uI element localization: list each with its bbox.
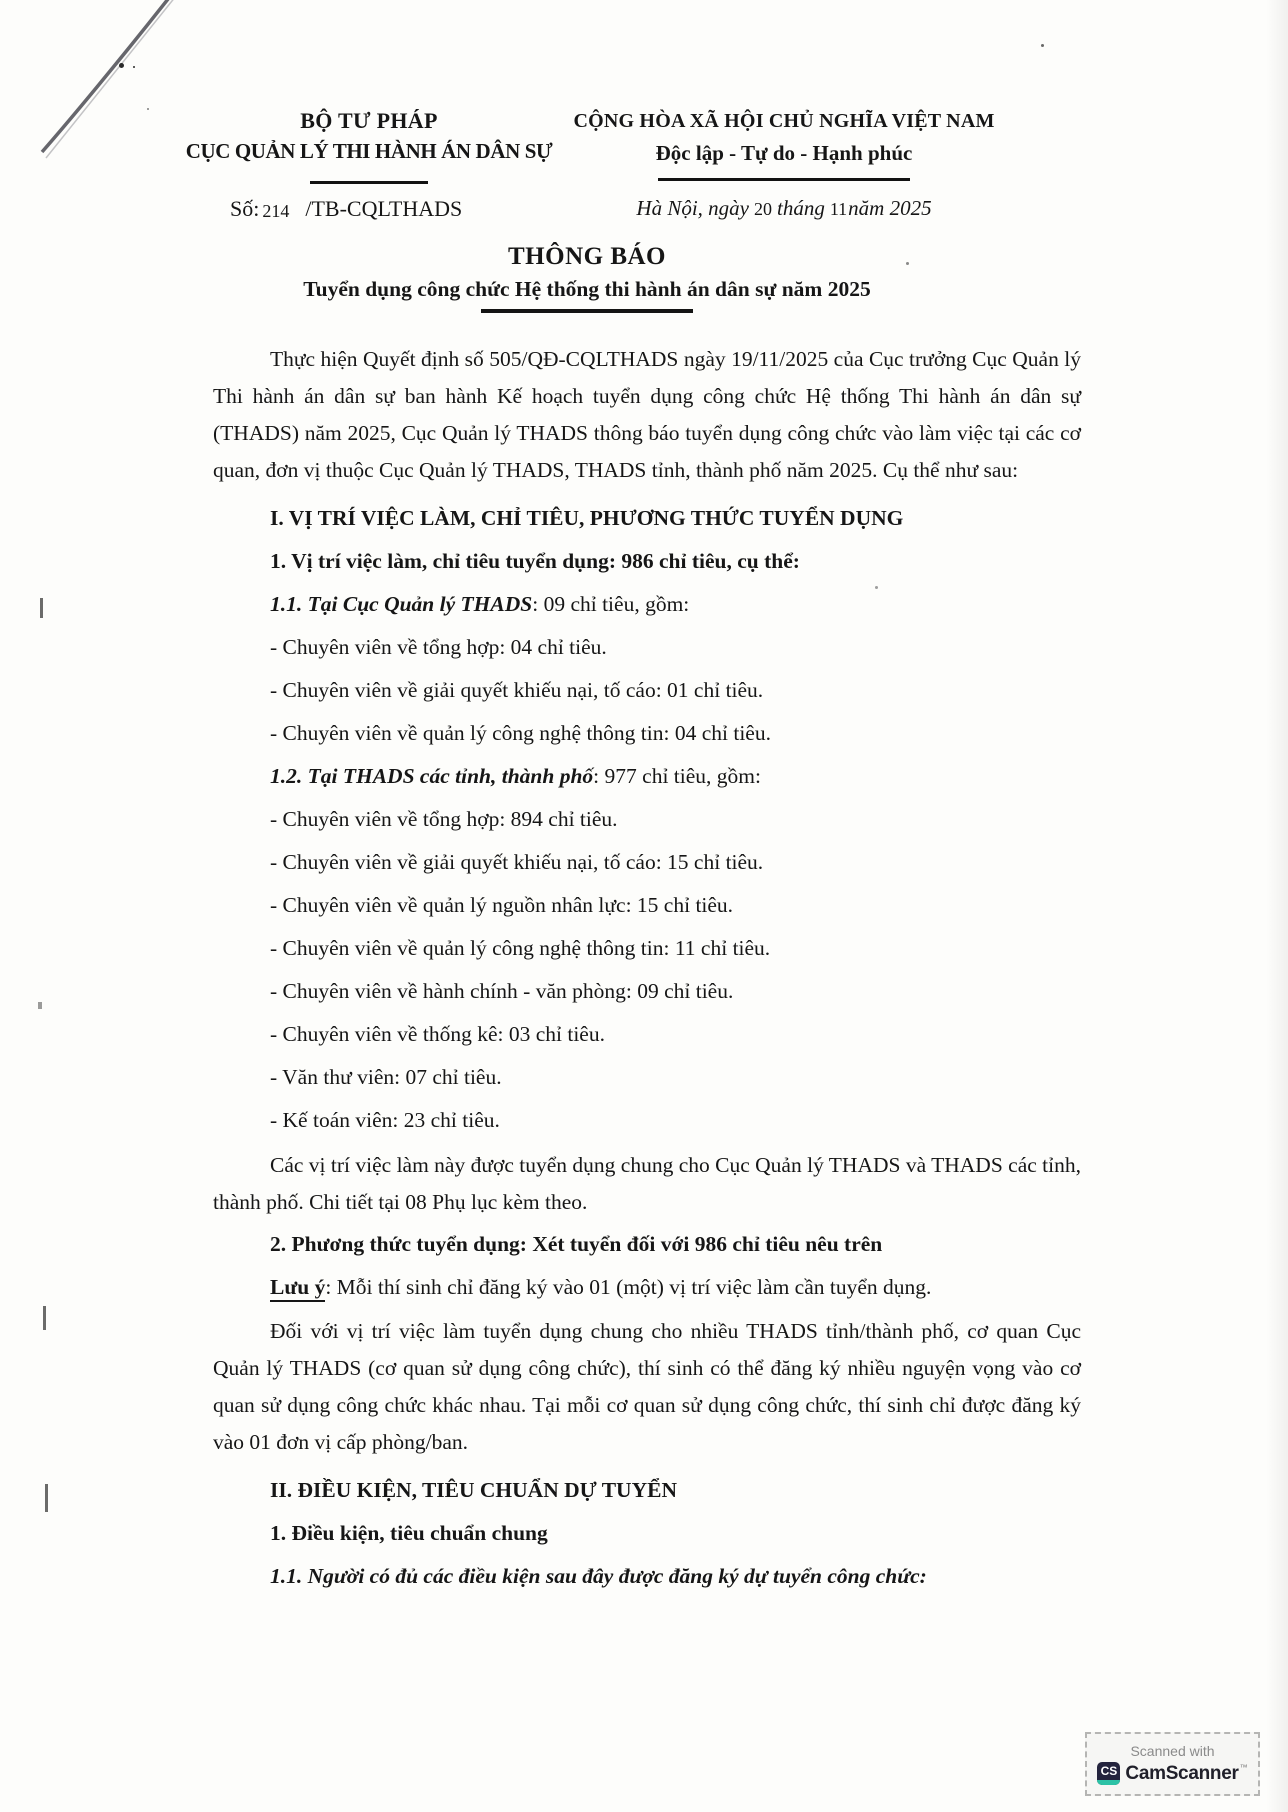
section-2-1-heading: 1. Điều kiện, tiêu chuẩn chung	[270, 1521, 548, 1545]
section-2-1-1-heading: 1.1. Người có đủ các điều kiện sau đây được đăng ký dự tuyển công chức:	[270, 1564, 927, 1588]
note-rest: : Mỗi thí sinh chỉ đăng ký vào 01 (một) vị trí việc làm cần tuyển dụng.	[325, 1275, 932, 1299]
section-2-heading: II. ĐIỀU KIỆN, TIÊU CHUẨN DỰ TUYỂN	[270, 1478, 677, 1502]
place-date-prefix: Hà Nội, ngày	[636, 196, 749, 220]
camscanner-logo-row	[1097, 1762, 1247, 1785]
trademark-symbol: ™	[1239, 1763, 1248, 1772]
scan-edge-mark	[45, 1484, 48, 1512]
list-item: - Chuyên viên về tổng hợp: 894 chỉ tiêu.	[270, 807, 618, 831]
scan-edge-mark	[38, 1002, 42, 1009]
scanned-with-label: Scanned with	[1130, 1743, 1215, 1759]
note-label: Lưu ý	[270, 1275, 325, 1302]
group-1-2-rest: : 977 chỉ tiêu, gồm:	[593, 764, 761, 788]
date-day: 20	[753, 199, 772, 219]
subtitle-underline-divider	[481, 309, 693, 313]
org-underline-divider	[310, 181, 428, 184]
document-body	[213, 341, 1081, 1598]
scan-edge-mark	[43, 1306, 46, 1330]
department-name: CỤC QUẢN LÝ THI HÀNH ÁN DÂN SỰ	[185, 139, 553, 163]
section-1-heading: I. VỊ TRÍ VIỆC LÀM, CHỈ TIÊU, PHƯƠNG THỨC TUYỂN DỤNG	[270, 506, 904, 530]
scan-speck	[1041, 44, 1044, 47]
doc-number-label: Số:	[230, 196, 260, 221]
title-block	[213, 243, 961, 313]
section-1-2-heading: 2. Phương thức tuyển dụng: Xét tuyển đối với 986 chỉ tiêu nêu trên	[270, 1232, 883, 1256]
camscanner-name: CamScanner	[1125, 1762, 1239, 1784]
ministry-name: BỘ TƯ PHÁP	[300, 108, 438, 133]
issuing-org-block	[148, 106, 590, 184]
national-motto: Độc lập - Tự do - Hạnh phúc	[655, 141, 913, 165]
list-item: - Kế toán viên: 23 chỉ tiêu.	[270, 1108, 500, 1132]
list-item: - Văn thư viên: 07 chỉ tiêu.	[270, 1065, 502, 1089]
group-1-1-label: 1.1. Tại Cục Quản lý THADS	[270, 592, 533, 616]
group-1-1-heading	[213, 583, 1081, 626]
national-motto-block	[556, 106, 1012, 181]
document-number-line	[230, 196, 462, 222]
list-item: - Chuyên viên về giải quyết khiếu nại, tố cáo: 15 chỉ tiêu.	[270, 850, 764, 874]
group-1-2-heading	[213, 755, 1081, 798]
doc-number-suffix: /TB-CQLTHADS	[305, 196, 463, 221]
doc-number-value: 214	[262, 201, 290, 221]
list-item: - Chuyên viên về quản lý công nghệ thông tin: 11 chỉ tiêu.	[270, 936, 771, 960]
scan-speck	[133, 66, 135, 68]
motto-underline-divider	[658, 178, 910, 181]
camscanner-icon-text: CS	[1100, 1764, 1118, 1778]
list-item: - Chuyên viên về giải quyết khiếu nại, tố cáo: 01 chỉ tiêu.	[270, 678, 764, 702]
list-item: - Chuyên viên về hành chính - văn phòng: 09 chỉ tiêu.	[270, 979, 734, 1003]
camscanner-icon-strip	[1097, 1780, 1120, 1785]
scan-edge-shade	[1266, 0, 1288, 1812]
place-date-line	[556, 196, 1012, 221]
scan-edge-mark	[40, 598, 43, 618]
section-1-1-heading: 1. Vị trí việc làm, chỉ tiêu tuyển dụng: 986 chỉ tiêu, cụ thể:	[270, 549, 800, 573]
document-title: THÔNG BÁO	[508, 243, 666, 270]
note-line	[213, 1266, 1081, 1309]
date-month: 11	[829, 199, 848, 219]
scan-speck	[119, 63, 124, 68]
note-paragraph: Các vị trí việc làm này được tuyển dụng chung cho Cục Quản lý THADS và THADS các tỉnh, thành phố. Chi tiết tại 08 Phụ lục kèm theo.	[213, 1153, 1081, 1214]
group-1-1-rest: : 09 chỉ tiêu, gồm:	[532, 592, 690, 616]
list-item: - Chuyên viên về quản lý nguồn nhân lực: 15 chỉ tiêu.	[270, 893, 734, 917]
camscanner-icon	[1097, 1762, 1120, 1785]
document-subtitle: Tuyển dụng công chức Hệ thống thi hành án dân sự năm 2025	[303, 277, 871, 301]
list-item: - Chuyên viên về quản lý công nghệ thông tin: 04 chỉ tiêu.	[270, 721, 771, 745]
camscanner-watermark	[1085, 1732, 1260, 1796]
date-year: năm 2025	[848, 196, 932, 220]
intro-paragraph: Thực hiện Quyết định số 505/QĐ-CQLTHADS ngày 19/11/2025 của Cục trưởng Cục Quản lý Thi hành án dân sự ban hành Kế hoạch tuyển dụng công chức Hệ thống Thi hành án dân sự (THADS) năm 2025, Cục Quản lý THADS thông báo tuyển dụng công chức vào làm việc tại các cơ quan, đơn vị thuộc Cục Quản lý THADS, THADS tỉnh, thành phố năm 2025. Cụ thể như sau:	[213, 347, 1081, 482]
list-item: - Chuyên viên về thống kê: 03 chỉ tiêu.	[270, 1022, 605, 1046]
paragraph-2: Đối với vị trí việc làm tuyển dụng chung cho nhiều THADS tỉnh/thành phố, cơ quan Cục Quản lý THADS (cơ quan sử dụng công chức), thí sinh có thể đăng ký nhiều nguyện vọng vào cơ quan sử dụng công chức khác nhau. Tại mỗi cơ quan sử dụng công chức, thí sinh chỉ được đăng ký vào 01 đơn vị cấp phòng/ban.	[213, 1319, 1081, 1454]
date-month-label: tháng	[776, 196, 825, 220]
list-item: - Chuyên viên về tổng hợp: 04 chỉ tiêu.	[270, 635, 607, 659]
national-title: CỘNG HÒA XÃ HỘI CHỦ NGHĨA VIỆT NAM	[573, 110, 995, 132]
group-1-2-label: 1.2. Tại THADS các tỉnh, thành phố	[270, 764, 594, 788]
